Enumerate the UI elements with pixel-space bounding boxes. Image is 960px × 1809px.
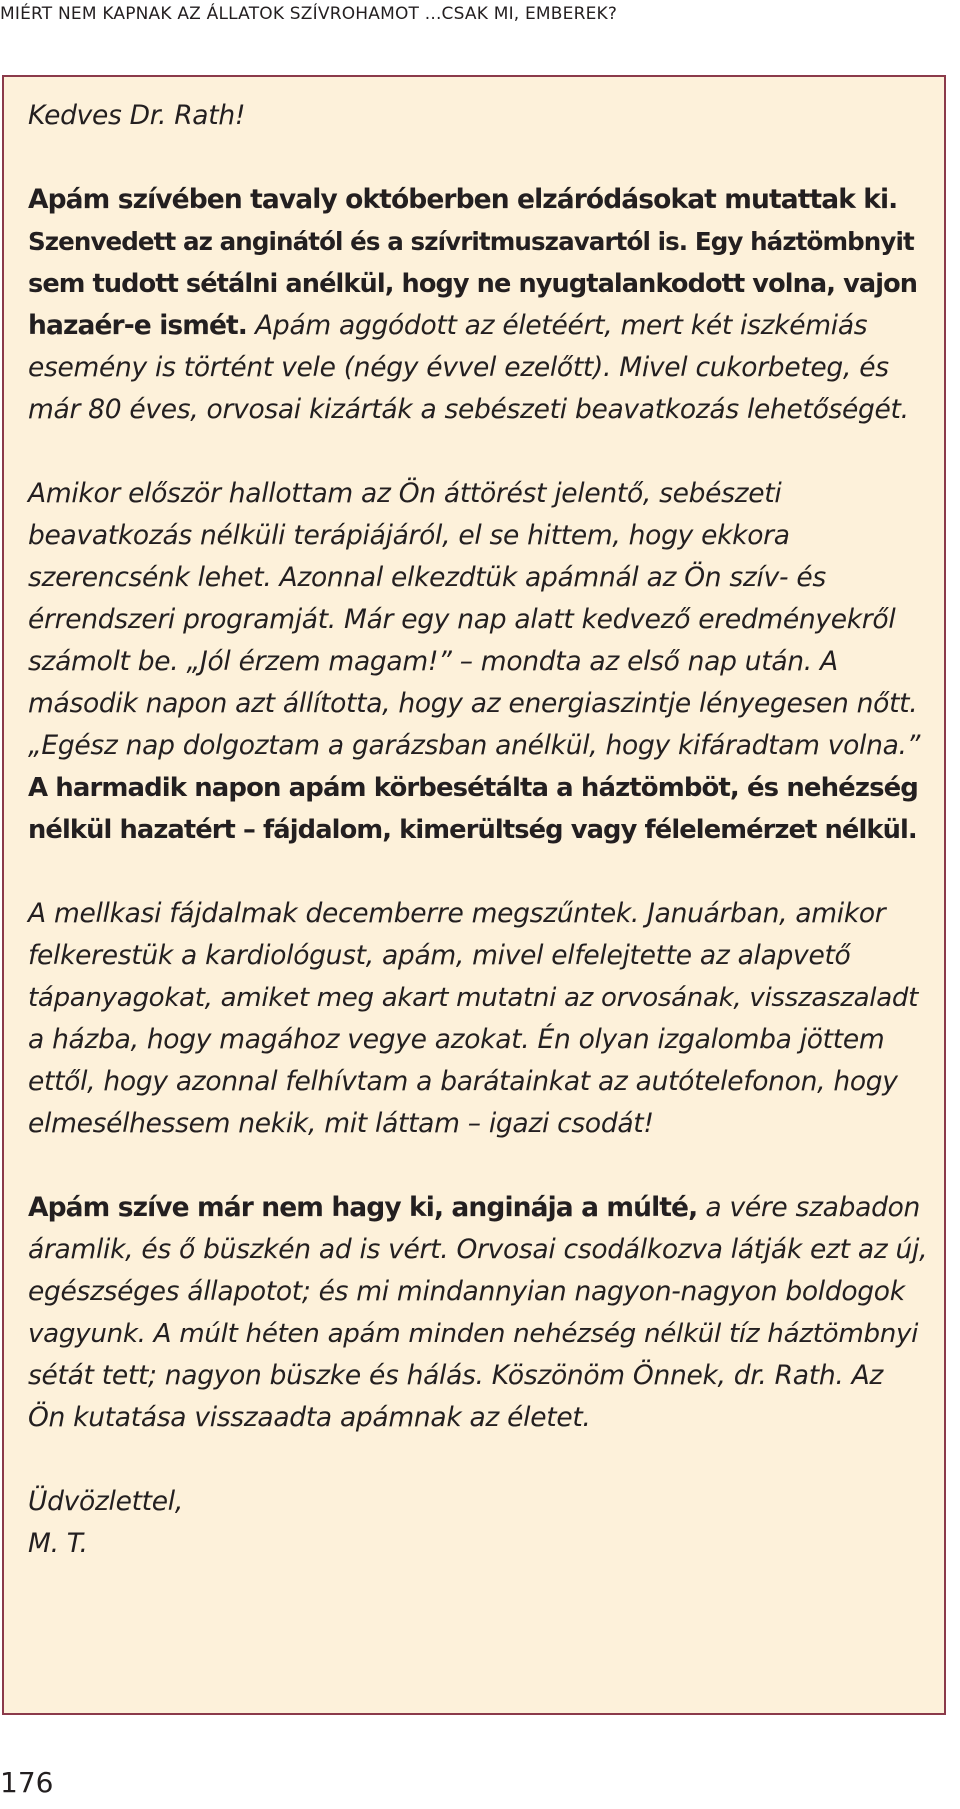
letter-salutation: Kedves Dr. Rath! [28,100,246,131]
p2-line-2: beavatkozás nélküli terápiájáról, el se hittem, hogy ekkora [28,520,790,551]
p3-line-2: felkerestük a kardiológust, apám, mivel elfelejtette az alapvető [28,940,851,971]
p4-line-5: sétát tett; nagyon büszke és hálás. Köszönöm Önnek, dr. Rath. Az [28,1360,884,1391]
p1-line-4 [28,305,928,347]
paragraph-gap [28,1439,928,1481]
p3-line-6: elmesélhessem nekik, mit láttam – igazi csodát! [28,1108,654,1139]
letter-signature: M. T. [28,1528,88,1559]
p2-line-8: A harmadik napon apám körbesétálta a háztömböt, és nehézség [28,773,918,803]
paragraph-gap [28,851,928,893]
p4-line-3: egészséges állapotot; és mi mindannyian nagyon-nagyon boldogok [28,1276,905,1307]
p1-line-3: sem tudott sétálni anélkül, hogy ne nyugtalankodott volna, vajon [28,269,918,299]
p2-line-9: nélkül hazatért – fájdalom, kimerültség vagy félelemérzet nélkül. [28,815,917,845]
p1-line-6: már 80 éves, orvosai kizárták a sebészeti beavatkozás lehetőségét. [28,394,909,425]
p2-line-3: szerencsénk lehet. Azonnal elkezdtük apámnál az Ön szív- és [28,562,826,593]
letter-body [28,95,928,1565]
paragraph-gap [28,431,928,473]
paragraph-gap [28,1145,928,1187]
p1-line-4-bold: hazaér-e ismét. [28,310,247,341]
page-number: 176 [0,1766,54,1799]
p2-line-4: érrendszeri programját. Már egy nap alatt kedvező eredményekről [28,604,896,635]
p4-line-6: Ön kutatása visszaadta apámnak az életet. [28,1402,591,1433]
p1-line-2: Szenvedett az anginától és a szívritmuszavartól is. Egy háztömbnyit [28,227,914,256]
p2-line-1: Amikor először hallottam az Ön áttörést jelentő, sebészeti [28,478,782,509]
p1-line-5: esemény is történt vele (négy évvel ezelőtt). Mivel cukorbeteg, és [28,352,889,383]
p3-line-4: a házba, hogy magához vegye azokat. Én olyan izgalomba jöttem [28,1024,885,1055]
p1-line-1: Apám szívében tavaly októberben elzáródásokat mutattak ki. [28,184,898,215]
p1-line-4-rest: Apám aggódott az életéért, mert két iszkémiás [246,310,868,341]
paragraph-gap [28,137,928,179]
p4-line-2: áramlik, és ő büszkén ad is vért. Orvosai csodálkozva látják ezt az új, [28,1234,928,1265]
p4-line-1-rest: a vére szabadon [697,1192,921,1223]
p2-line-7: „Egész nap dolgoztam a garázsban anélkül, hogy kifáradtam volna.” [28,730,921,761]
p4-line-4: vagyunk. A múlt héten apám minden nehézség nélkül tíz háztömbnyi [28,1319,919,1349]
p3-line-5: ettől, hogy azonnal felhívtam a barátainkat az autótelefonon, hogy [28,1066,898,1097]
p4-line-1 [28,1187,928,1229]
p3-line-1: A mellkasi fájdalmak decemberre megszűntek. Januárban, amikor [28,898,886,929]
letter-closing: Üdvözlettel, [28,1486,183,1517]
p4-line-1-bold: Apám szíve már nem hagy ki, anginája a múlté, [28,1192,698,1223]
p3-line-3: tápanyagokat, amiket meg akart mutatni az orvosának, visszaszaladt [28,983,919,1013]
letter-box [2,75,946,1715]
running-header: MIÉRT NEM KAPNAK AZ ÁLLATOK SZÍVROHAMOT ...CSAK MI, EMBEREK? [0,4,618,24]
p2-line-6: második napon azt állította, hogy az energiaszintje lényegesen nőtt. [28,688,918,719]
p2-line-5: számolt be. „Jól érzem magam!” – mondta az első nap után. A [28,646,838,677]
